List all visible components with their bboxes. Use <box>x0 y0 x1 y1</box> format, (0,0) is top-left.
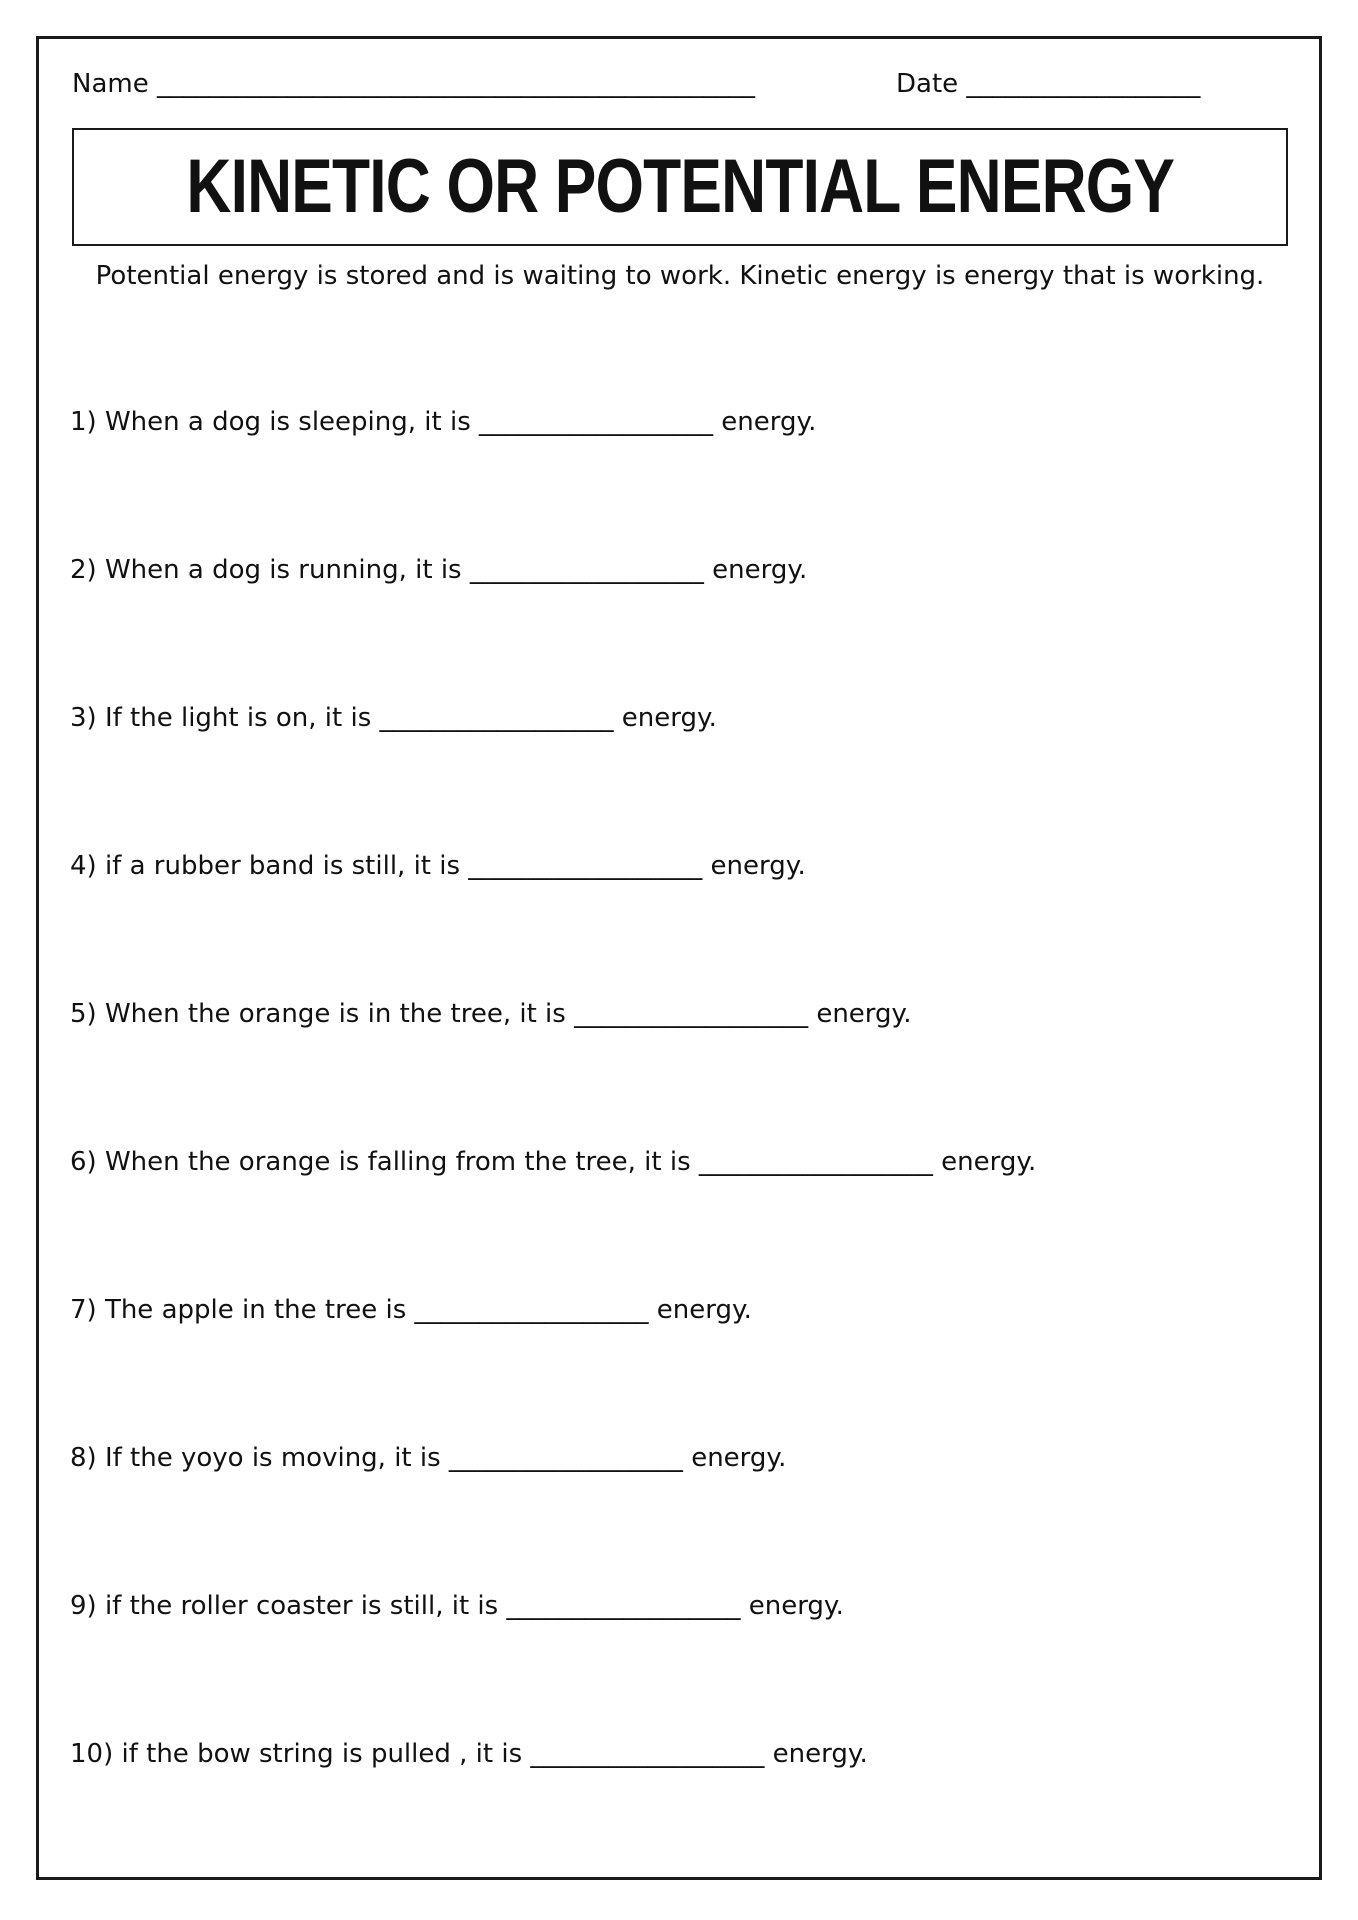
name-field-label: Name ______________________________________________ <box>72 69 755 99</box>
title-box <box>72 128 1288 246</box>
question-7: 7) The apple in the tree is __________________ energy. <box>70 1295 752 1325</box>
question-1: 1) When a dog is sleeping, it is __________________ energy. <box>70 407 817 437</box>
question-2: 2) When a dog is running, it is __________________ energy. <box>70 555 808 585</box>
question-10: 10) if the bow string is pulled , it is __________________ energy. <box>70 1739 868 1769</box>
question-6: 6) When the orange is falling from the tree, it is __________________ energy. <box>70 1147 1037 1177</box>
question-4: 4) if a rubber band is still, it is __________________ energy. <box>70 851 806 881</box>
question-8: 8) If the yoyo is moving, it is __________________ energy. <box>70 1443 787 1473</box>
intro-text: Potential energy is stored and is waiting to work. Kinetic energy is energy that is working. <box>95 261 1265 291</box>
question-3: 3) If the light is on, it is __________________ energy. <box>70 703 717 733</box>
worksheet-title: KINETIC OR POTENTIAL ENERGY <box>186 144 1174 229</box>
question-9: 9) if the roller coaster is still, it is __________________ energy. <box>70 1591 844 1621</box>
question-5: 5) When the orange is in the tree, it is __________________ energy. <box>70 999 912 1029</box>
date-field-label: Date __________________ <box>896 69 1201 99</box>
